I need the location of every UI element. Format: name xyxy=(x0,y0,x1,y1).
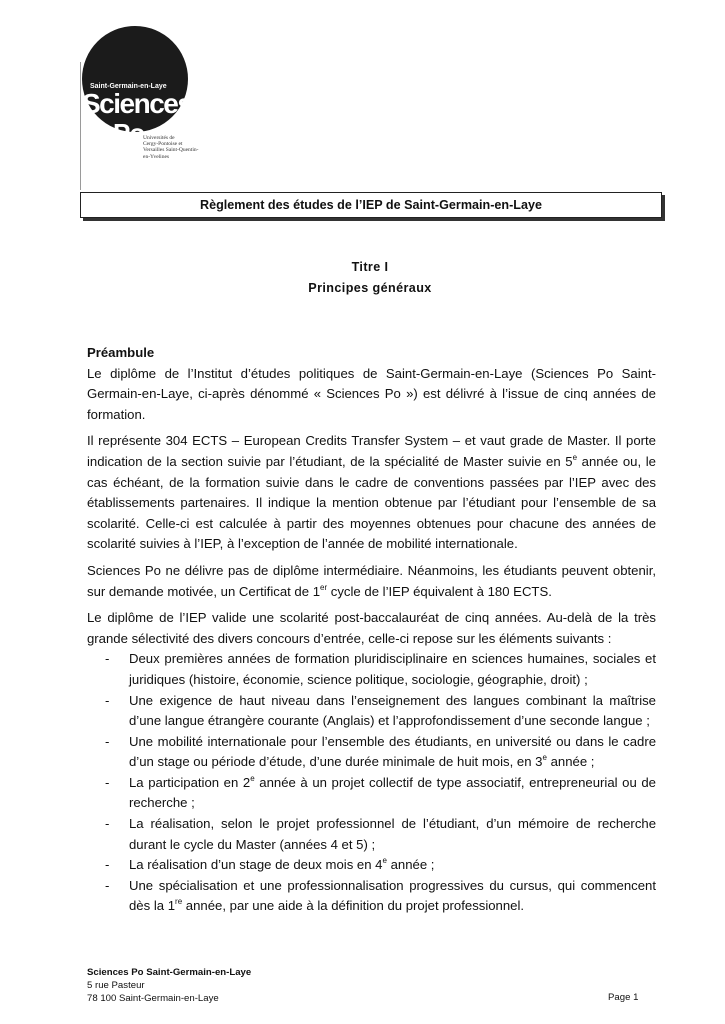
list-item-text-end: année ; xyxy=(386,857,435,873)
preambule-heading: Préambule xyxy=(87,345,155,360)
titre-heading: Principes généraux xyxy=(308,281,432,295)
list-item-text: Une mobilité internationale pour l’ensemble des étudiants, en université ou dans le cadre d’un stage ou période d’étude, d’une durée minimale de huit mois, en 3 xyxy=(129,733,656,770)
list-item-sup: e xyxy=(542,753,547,763)
footer-city: 78 100 Saint-Germain-en-Laye xyxy=(87,993,219,1004)
list-item xyxy=(87,814,656,855)
paragraph-1: Le diplôme de l’Institut d’études politiques de Saint-Germain-en-Laye (Sciences Po Saint-Germain-en-Laye, ci-après dénommé « Sciences Po ») est délivré à l’issue de cinq années de formation. xyxy=(87,365,656,422)
bullet-dash: - xyxy=(105,692,110,708)
footer-organization: Sciences Po Saint-Germain-en-Laye xyxy=(87,967,252,978)
list-item-text-end: année, par une aide à la définition du projet professionnel. xyxy=(182,898,525,914)
paragraph-3-text-b: cycle de l’IEP équivalent à 180 ECTS. xyxy=(327,583,552,599)
logo-po: Po xyxy=(113,118,145,148)
document-body xyxy=(87,343,656,917)
list-item-sup: e xyxy=(250,773,255,783)
bullet-dash: - xyxy=(105,733,110,749)
paragraph-3 xyxy=(87,561,656,602)
page-footer xyxy=(87,966,251,1005)
bullet-dash: - xyxy=(105,774,110,790)
list-item xyxy=(87,732,656,773)
logo-sciences: Sciences xyxy=(82,88,192,119)
list-item-text-end: année ; xyxy=(546,754,595,770)
paragraph-2-text-b: année ou, le cas échéant, de la formation suivie dans le cadre de conventions passées par l’IEP avec des établissements partenaires. Il indique la mention obtenue par l’étudiant pour l’ensemble de sa scolarité. Celle-ci est calculée à partir des moyennes obtenues pour chacune des années de scolarité suivies à l’IEP, à l’exception de l’année de mobilité internationale. xyxy=(87,453,656,552)
list-item-text: La réalisation d’un stage de deux mois en 4 xyxy=(129,857,383,873)
sciences-po-logo xyxy=(82,26,222,166)
bullet-dash: - xyxy=(105,651,110,667)
list-item-sup: e xyxy=(382,856,387,866)
list-item xyxy=(87,876,656,917)
list-item-text: Une exigence de haut niveau dans l’enseignement des langues combinant la maîtrise d’une langue étrangère courante (Anglais) et l’approfondissement d’une seconde langue ; xyxy=(129,692,656,729)
logo-subtitle: Saint-Germain-en-Laye xyxy=(90,83,167,90)
bullet-dash: - xyxy=(105,857,110,873)
list-item-text-end: année à un projet collectif de type associatif, entrepreneurial ou de recherche ; xyxy=(129,774,656,811)
list-item-sup: re xyxy=(175,897,183,907)
list-item-text: Deux premières années de formation pluridisciplinaire en sciences humaines, sociales et juridiques (histoire, économie, science politique, sociologie, géographie, droit) ; xyxy=(129,651,656,687)
bullet-dash: - xyxy=(105,816,110,832)
paragraph-2 xyxy=(87,431,656,555)
paragraph-3-sup: er xyxy=(320,582,328,592)
margin-rule xyxy=(80,62,81,190)
list-item-text: La réalisation, selon le projet professionnel de l’étudiant, d’un mémoire de recherche durant le cycle du Master (années 4 et 5) ; xyxy=(129,816,656,852)
list-item xyxy=(87,691,656,732)
titre-number: Titre I xyxy=(351,260,389,274)
list-item-text: Une spécialisation et une professionnalisation progressives du cursus, qui commencent dès la 1 xyxy=(129,877,656,914)
paragraph-4: Le diplôme de l’IEP valide une scolarité post-baccalauréat de cinq années. Au-delà de la très grande sélectivité des divers concours d’entrée, celle-ci repose sur les éléments suivants : xyxy=(87,610,656,646)
bullet-dash: - xyxy=(105,877,110,893)
elements-list xyxy=(87,649,656,917)
list-item xyxy=(87,855,656,876)
page-number: Page 1 xyxy=(608,992,639,1003)
paragraph-3-text-a: Sciences Po ne délivre pas de diplôme intermédiaire. Néanmoins, les étudiants peuvent obtenir, sur demande motivée, un Certificat de 1 xyxy=(87,562,656,599)
footer-street: 5 rue Pasteur xyxy=(87,980,145,991)
list-item-text: La participation en 2 xyxy=(129,774,251,790)
list-item xyxy=(87,773,656,814)
paragraph-2-sup: e xyxy=(572,452,578,462)
list-item xyxy=(87,649,656,690)
document-title: Règlement des études de l’IEP de Saint-Germain-en-Laye xyxy=(200,198,542,212)
paragraph-2-text-a: Il représente 304 ECTS – European Credits Transfer System – et vaut grade de Master. Il porte indication de la section suivie par l’étudiant, de la spécialité de Master suivie en 5 xyxy=(87,433,656,469)
logo-universities: Universités de Cergy-Pontoise et Versailles Saint-Quentin- en-Yvelines xyxy=(143,135,199,160)
document-title-box xyxy=(80,192,662,218)
